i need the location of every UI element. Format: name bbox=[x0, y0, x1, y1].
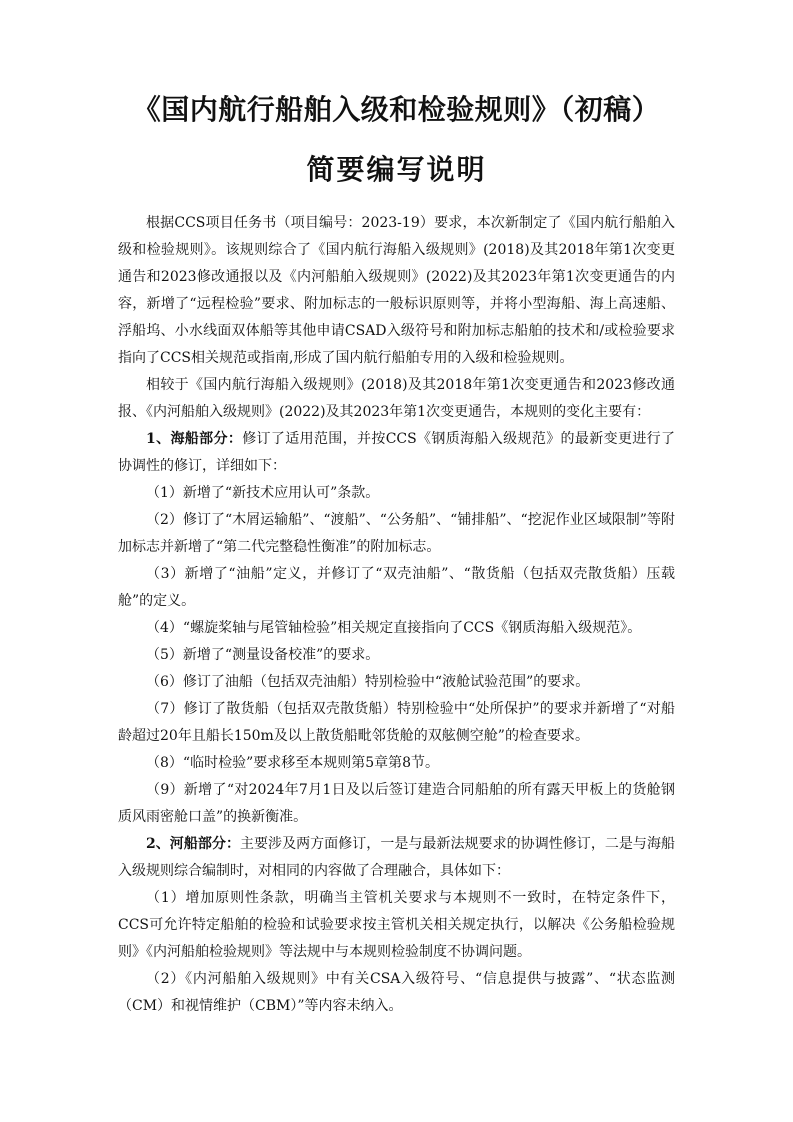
intro-paragraph: 根据CCS项目任务书（项目编号：2023-19）要求，本次新制定了《国内航行船舶入级和检验规则》。该规则综合了《国内航行海船入级规则》(2018)及其2018年第1次变更通告和2023修改通报以及《内河船舶入级规则》(2022)及其2023年第1次变更通告的内容，新增了“远程检验”要求、附加标志的一般标识原则等，并将小型海船、海上高速船、浮船坞、小水线面双体船等其他申请CSAD入级符号和附加标志船舶的技术和/或检验要求指向了CCS相关规范或指南,形成了国内航行船舶专用的入级和检验规则。 bbox=[118, 215, 675, 366]
sea-item: （5）新增了“测量设备校准”的要求。 bbox=[146, 647, 380, 663]
river-section-heading: 2、河船部分： bbox=[146, 836, 240, 852]
sea-item: （8）“临时检验”要求移至本规则第5章第8节。 bbox=[146, 755, 440, 771]
sea-section-text: 修订了适用范围，并按CCS《钢质海船入级规范》的最新变更进行了协调性的修订，详细如下： bbox=[118, 431, 676, 474]
document-title: 《国内航行船舶入级和检验规则》（初稿） bbox=[132, 93, 661, 126]
sea-item: （4）“螺旋桨轴与尾管轴检验”相关规定直接指向了CCS《钢质海船入级规范》。 bbox=[146, 620, 642, 636]
sea-item: （9）新增了“对2024年7月1日及以后签订建造合同船舶的所有露天甲板上的货舱钢质风雨密舱口盖”的换新衡准。 bbox=[118, 782, 675, 825]
river-item: （2）《内河船舶入级规则》中有关CSA入级符号、“信息提供与披露”、“状态监测（CM）和视情维护（CBM）”等内容未纳入。 bbox=[118, 971, 675, 1014]
sea-section-heading: 1、海船部分： bbox=[146, 431, 243, 447]
document-body bbox=[118, 210, 675, 1020]
sea-item: （2）修订了“木屑运输船”、“渡船”、“公务船”、“铺排船”、“挖泥作业区域限制”等附加标志并新增了“第二代完整稳性衡准”的附加标志。 bbox=[118, 512, 675, 555]
document-subtitle: 简要编写说明 bbox=[306, 153, 487, 186]
sea-item: （3）新增了“油船”定义，并修订了“双壳油船”、“散货船（包括双壳散货船）压载舱”的定义。 bbox=[118, 566, 675, 609]
river-section-paragraph bbox=[118, 831, 675, 885]
sea-item: （6）修订了油船（包括双壳油船）特别检验中“液舱试验范围”的要求。 bbox=[146, 674, 590, 690]
sea-section-paragraph bbox=[118, 426, 675, 480]
sea-item: （7）修订了散货船（包括双壳散货船）特别检验中“处所保护”的要求并新增了“对船龄超过20年且船长150m及以上散货船毗邻货舱的双舷侧空舱”的检查要求。 bbox=[118, 701, 675, 744]
sea-item: （1）新增了“新技术应用认可”条款。 bbox=[146, 485, 380, 501]
river-section-text: 主要涉及两方面修订，一是与最新法规要求的协调性修订，二是与海船入级规则综合编制时，对相同的内容做了合理融合，具体如下： bbox=[118, 836, 675, 879]
river-item: （1）增加原则性条款，明确当主管机关要求与本规则不一致时，在特定条件下，CCS可允许特定船舶的检验和试验要求按主管机关相关规定执行，以解决《公务船检验规则》《内河船舶检验规则》等法规中与本规则检验制度不协调问题。 bbox=[118, 890, 675, 960]
compare-paragraph: 相较于《国内航行海船入级规则》(2018)及其2018年第1次变更通告和2023修改通报、《内河船舶入级规则》(2022)及其2023年第1次变更通告，本规则的变化主要有： bbox=[118, 377, 675, 420]
